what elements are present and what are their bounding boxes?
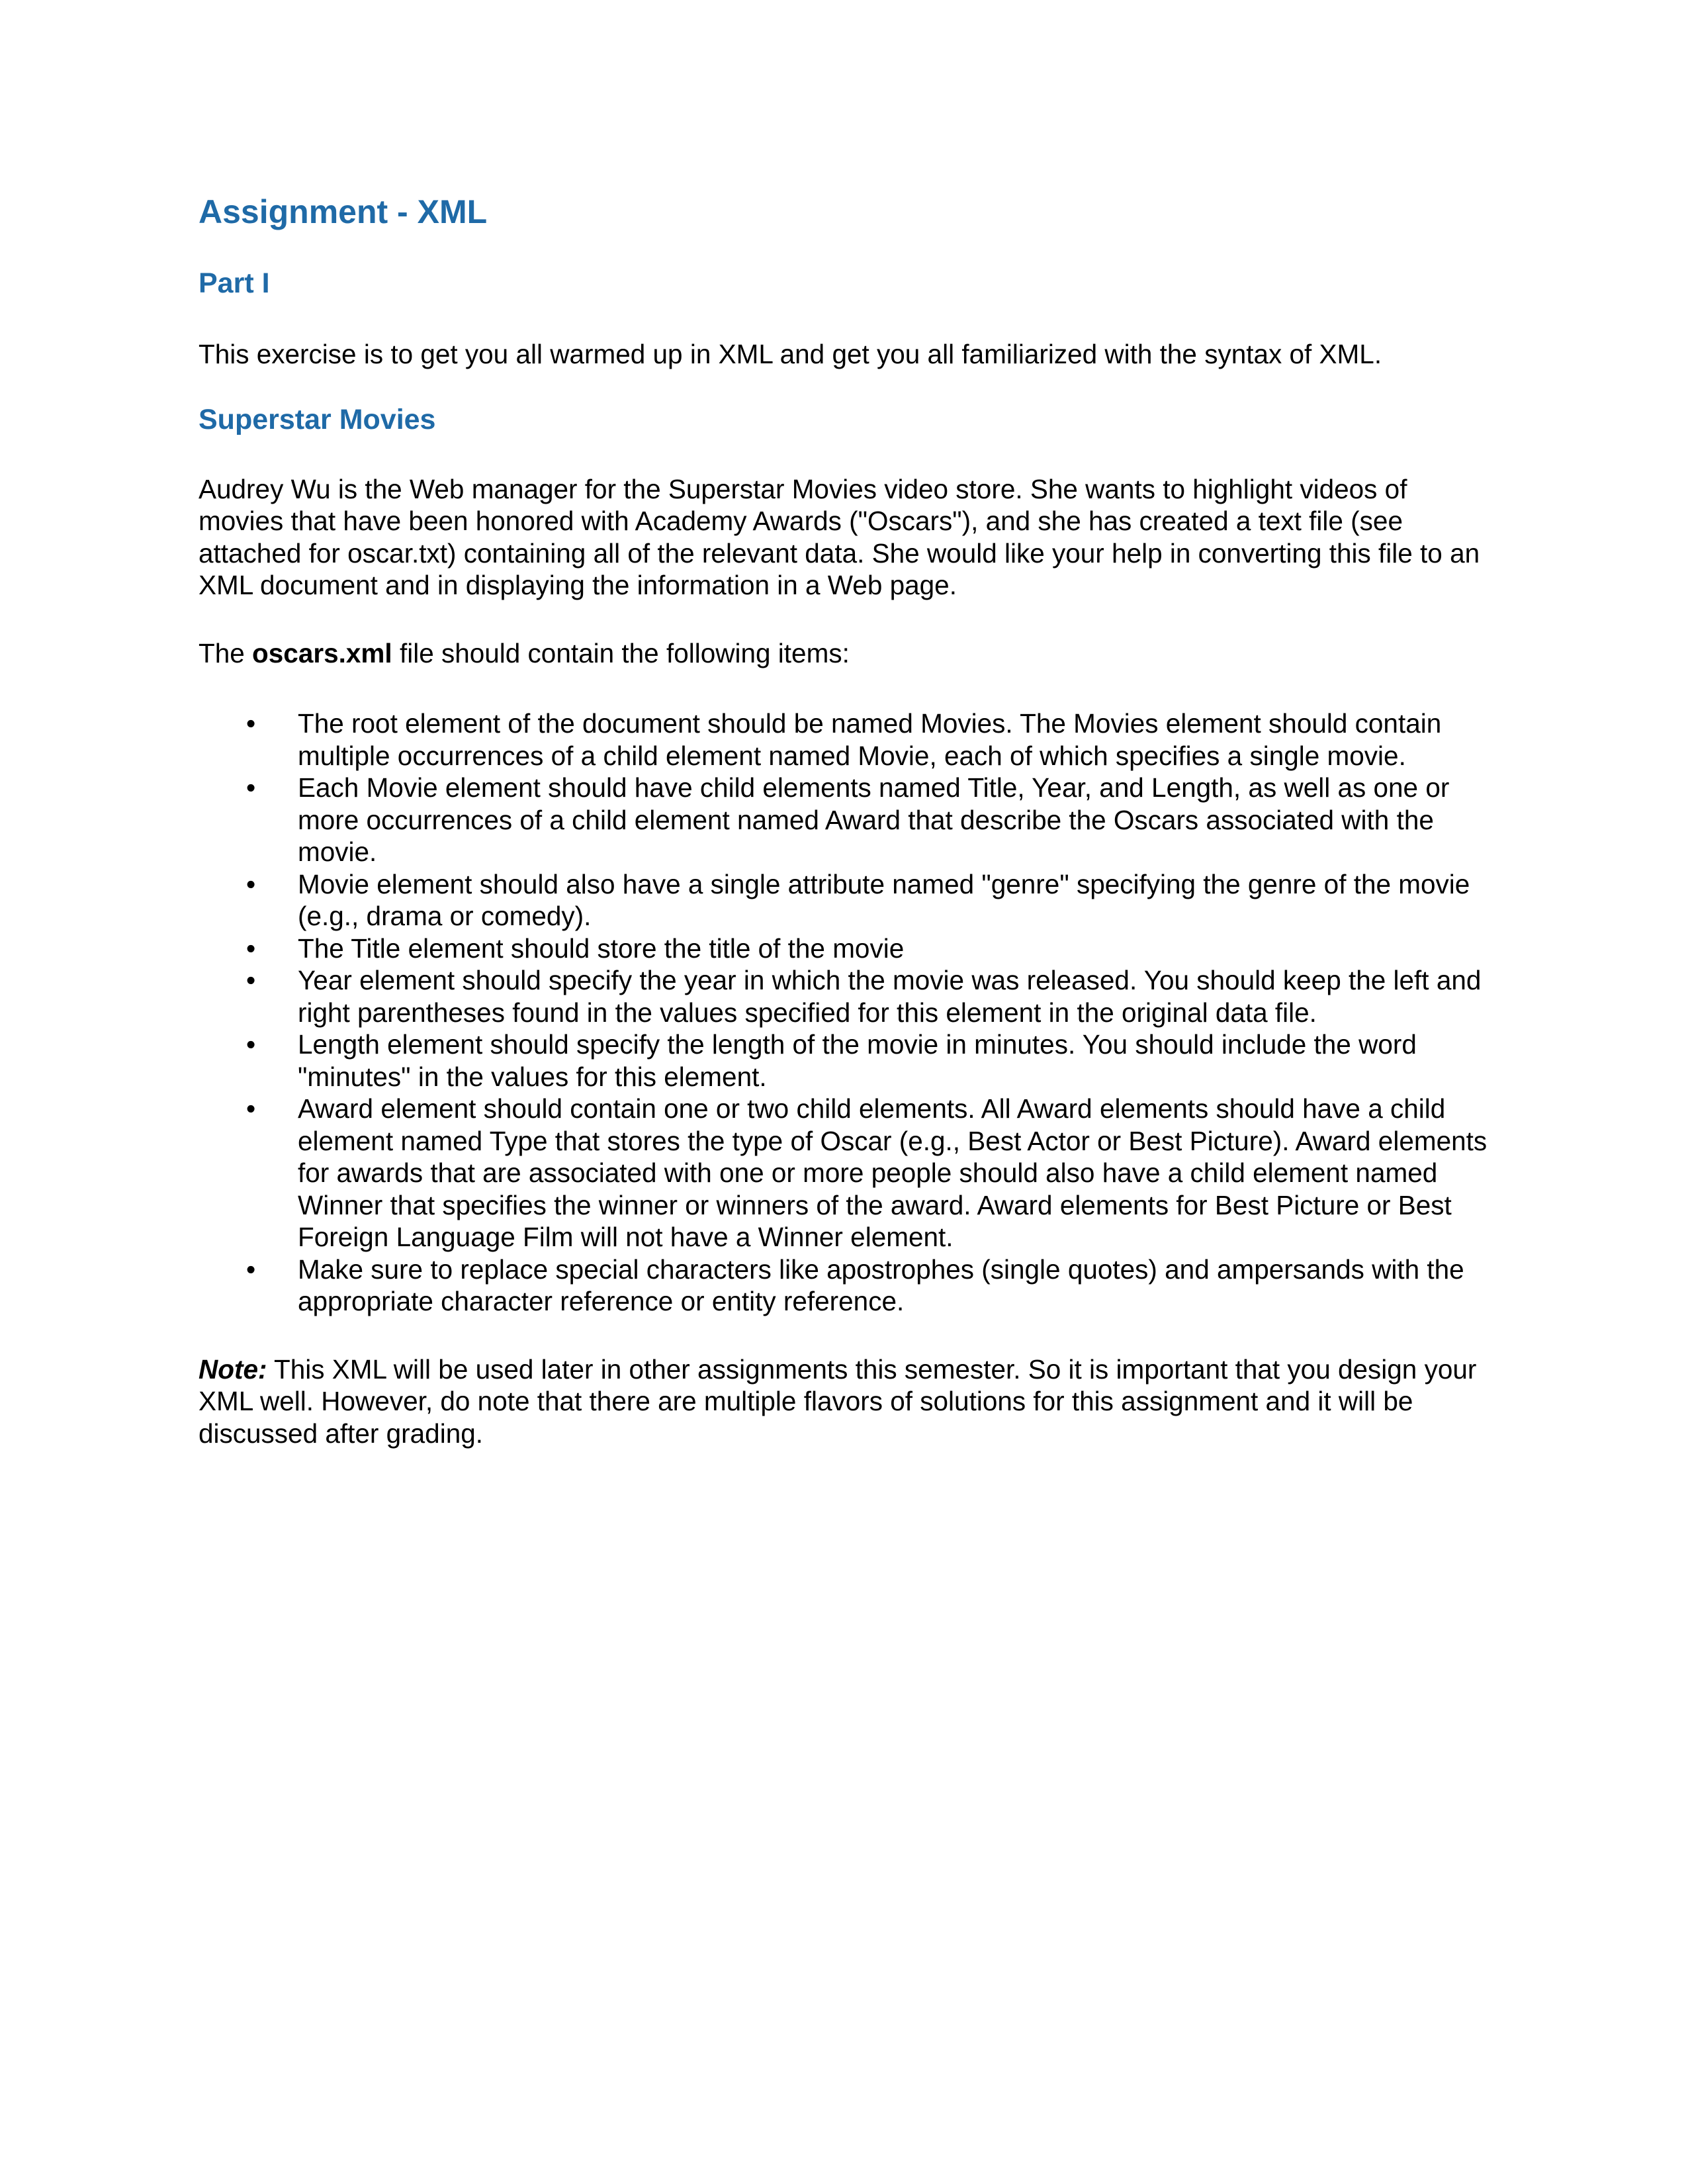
bullet-icon: • [246, 1253, 256, 1285]
list-item-text: The Title element should store the title of the movie [298, 933, 905, 964]
intro-paragraph: This exercise is to get you all warmed up in XML and get you all familiarized with the syntax of XML. [199, 338, 1382, 369]
bullet-icon: • [246, 708, 256, 739]
list-item-text: Movie element should also have a single attribute named "genre" specifying the genre of the movie (e.g., drama or comedy). [298, 868, 1470, 932]
list-item-text: Award element should contain one or two child elements. All Award elements should have a child element named Type that stores the type of Oscar (e.g., Best Actor or Best Picture). Award elements for awards that are associated with one or more people should also have a child element named Winner that specifies the winner or winners of the award. Award elements for Best Picture or Best Foreign Language Film will not have a Winner element. [298, 1093, 1488, 1253]
file-line-prefix: The [199, 637, 253, 668]
list-item [199, 707, 1495, 772]
note-paragraph [199, 1353, 1495, 1450]
list-item [199, 1253, 1495, 1318]
list-item-text: Length element should specify the length of the movie in minutes. You should include the word "minutes" in the values for this element. [298, 1029, 1417, 1092]
document-title: Assignment - XML [199, 193, 488, 230]
note-label: Note: [199, 1353, 267, 1385]
bullet-icon: • [246, 1029, 256, 1060]
note-text: This XML will be used later in other assignments this semester. So it is important that you design your XML well. However, do note that there are multiple flavors of solutions for this assignment and it will be discussed after grading. [199, 1353, 1477, 1449]
bullet-icon: • [246, 868, 256, 899]
list-item [199, 1028, 1495, 1093]
list-item [199, 964, 1495, 1028]
list-item-text: Each Movie element should have child elements named Title, Year, and Length, as well as one or more occurrences of a child element named Award that describe the Oscars associated with the movie. [298, 772, 1450, 868]
bullet-icon: • [246, 1093, 256, 1124]
list-item [199, 868, 1495, 933]
section-heading: Superstar Movies [199, 404, 436, 436]
file-line-suffix: file should contain the following items: [392, 637, 850, 668]
requirements-list [199, 707, 1495, 1318]
file-line-paragraph [199, 637, 1495, 670]
bullet-icon: • [246, 933, 256, 964]
list-item-text: Make sure to replace special characters like apostrophes (single quotes) and ampersands with the appropriate character reference or entity reference. [298, 1253, 1464, 1317]
bullet-icon: • [246, 772, 256, 803]
part-heading: Part I [199, 267, 270, 299]
list-item [199, 933, 1495, 965]
list-item-text: Year element should specify the year in which the movie was released. You should keep the left and right parentheses found in the values specified for this element in the original data file. [298, 965, 1482, 1028]
list-item [199, 1093, 1495, 1253]
list-item [199, 772, 1495, 868]
file-name: oscars.xml [252, 637, 392, 668]
bullet-icon: • [246, 965, 256, 996]
list-item-text: The root element of the document should be named Movies. The Movies element should contain multiple occurrences of a child element named Movie, each of which specifies a single movie. [298, 708, 1442, 771]
scenario-paragraph: Audrey Wu is the Web manager for the Superstar Movies video store. She wants to highlight videos of movies that have been honored with Academy Awards ("Oscars"), and she has created a text file (see attached for oscar.txt) containing all of the relevant data. She would like your help in converting this file to an XML document and in displaying the information in a Web page. [199, 473, 1480, 601]
document-page [199, 192, 1495, 1449]
